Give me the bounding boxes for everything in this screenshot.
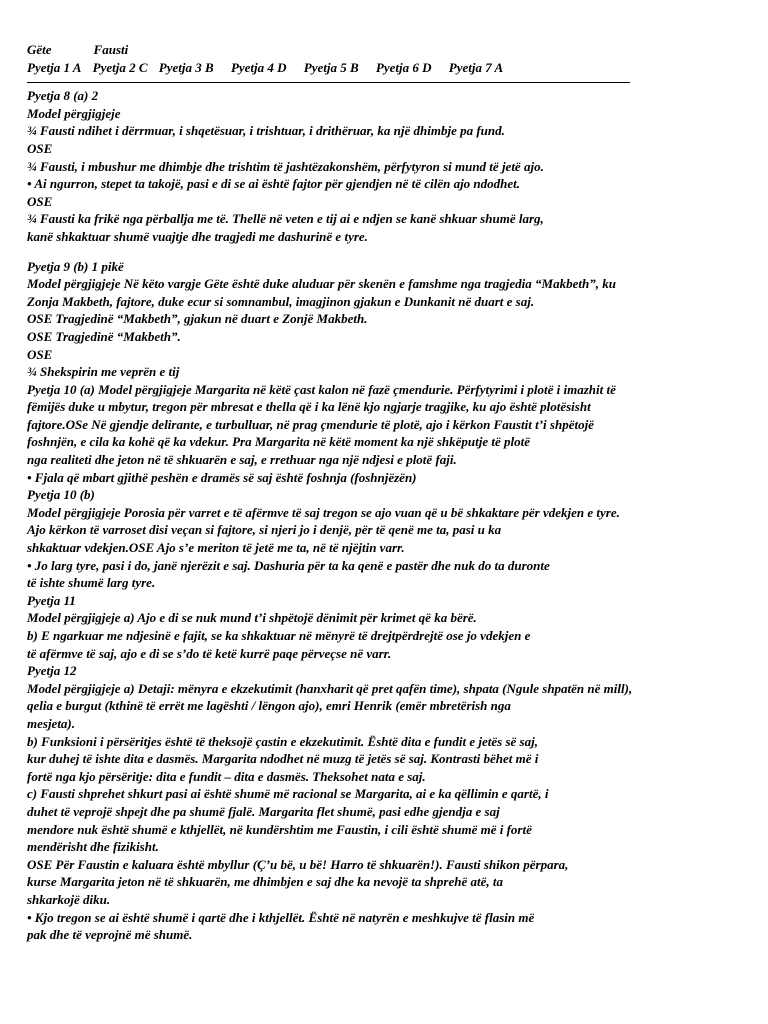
text-line: Ajo kërkon të varroset disi veçan si fajtore, si njeri jo i denjë, për të qenë me ta, pasi u ka [27,522,502,538]
text-line: Pyetja 10 (a) Model përgjigjeje Margarita në këtë çast kalon në fazë çmendurie. Përfytyrimi i plotë i imazhit të [27,381,616,397]
text-line: OSE Për Faustin e kaluara është mbyllur (Ç’u bë, u bë! Harro të shkuarën!). Fausti shikon përpara, [27,856,569,872]
text-line: qelia e burgut (kthinë të errët me lagështi / lëngon ajo), emri Henrik (emër mbretërish nga [27,698,511,714]
work-title: Fausti [93,42,129,57]
text-line: të ishte shumë larg tyre. [27,575,156,591]
text-line: Model përgjigjeje Në këto vargje Gëte është duke aluduar për skenën e famshme nga tragjedia “Makbeth”, ku [27,276,616,292]
text-line: Model përgjigjeje Porosia për varret e të afërmve të saj tregon se ajo vuan që u bë shkaktare për vdekjen e tyre. [27,504,620,520]
text-line: foshnjën, e cila ka kohë që ka vdekur. Pra Margarita në këtë moment ka një shkëputje të plotë [27,434,531,450]
text-line: • Fjala që mbart gjithë peshën e dramës së saj është foshnja (foshnjëzën) [27,469,417,485]
text-line: kanë shkaktuar shumë vuajtje dhe tragjedi me dashurinë e tyre. [27,228,368,244]
text-line: fajtore.OSe Në gjendje delirante, e turbulluar, në prag çmendurie të plotë, ajo i kërkon Faustit t’i shpëtojë [27,416,594,432]
text-line: Model përgjigjeje [27,105,121,121]
text-line: c) Fausti shprehet shkurt pasi ai është shumë më racional se Margarita, ai e ka qëllimin e qartë, i [27,786,549,802]
answer-3: Pyetja 3 B [158,59,214,75]
text-line: Zonja Makbeth, fajtore, duke ecur si somnambul, imagjinon gjakun e Dunkanit në duart e saj. [27,293,535,309]
blank-line [27,246,757,258]
text-line: Pyetja 11 [27,592,76,608]
text-line: Pyetja 10 (b) [27,487,95,503]
text-line: • Ai ngurron, stepet ta takojë, pasi e di se ai është fajtor për gjendjen në të cilën ajo ndodhet. [27,176,521,192]
text-line: ¾ Fausti ka frikë nga përballja me të. Thellë në veten e tij ai e ndjen se kanë shkuar shumë larg, [27,211,544,227]
answer-7: Pyetja 7 A [448,59,504,75]
text-line: kur duhej të ishte dita e dasmës. Margarita ndodhet në muzg të jetës së saj. Kontrasti bëhet më i [27,751,539,767]
text-line: OSE [27,140,53,156]
text-line: ¾ Fausti ndihet i dërrmuar, i shqetësuar, i trishtuar, i drithëruar, ka një dhimbje pa fund. [27,123,505,139]
document-page [27,41,757,944]
answer-key-line [27,59,757,77]
text-line: mesjeta). [27,715,76,731]
text-line: OSE [27,346,53,362]
text-line: Pyetja 9 (b) 1 pikë [27,258,124,274]
answer-text [27,87,757,944]
text-line: fortë nga kjo përsëritje: dita e fundit – dita e dasmës. Theksohet nata e saj. [27,768,426,784]
text-line: ¾ Shekspirin me veprën e tij [27,364,180,380]
text-line: pak dhe të veprojnë më shumë. [27,927,193,943]
text-line: Model përgjigjeje a) Ajo e di se nuk mund t’i shpëtojë dënimit për krimet që ka bërë. [27,610,477,626]
text-line: • Kjo tregon se ai është shumë i qartë dhe i kthjellët. Është në natyrën e meshkujve të flasin më [27,909,535,925]
text-line: ¾ Fausti, i mbushur me dhimbje dhe trishtim të jashtëzakonshëm, përfytyron si mund të jetë ajo. [27,158,544,174]
text-line: OSE Tragjedinë “Makbeth”. [27,328,181,344]
text-line: kurse Margarita jeton në të shkuarën, me dhimbjen e saj dhe ka nevojë ta shprehë atë, ta [27,874,503,890]
text-line: Pyetja 8 (a) 2 [27,88,99,104]
text-line: Model përgjigjeje a) Detaji: mënyra e ekzekutimit (hanxharit që pret qafën time), shpata (Ngule shpatën në mill), [27,680,633,696]
text-line: fëmijës duke u mbytur, tregon për mbresat e thella që i ka lënë kjo ngjarje tragjike, ku ajo është plotësisht [27,399,591,415]
answer-6: Pyetja 6 D [375,59,432,75]
text-line: nga realiteti dhe jeton në të shkuarën e saj, e rrethuar nga një ndjesi e plotë faji. [27,452,457,468]
author-name: Gëte [27,42,52,57]
text-line: b) Funksioni i përsëritjes është të theksojë çastin e ekzekutimit. Është dita e fundit e jetës së saj, [27,733,538,749]
text-line: shkarkojë diku. [27,891,111,907]
text-line: të afërmve të saj, ajo e di se s’do të ketë kurrë paqe përveçse në varr. [27,645,392,661]
answer-1: Pyetja 1 A [27,59,82,75]
text-line: duhet të veprojë shpejt dhe pa shumë fjalë. Margarita flet shumë, pasi edhe gjendja e saj [27,803,500,819]
text-line: b) E ngarkuar me ndjesinë e fajit, se ka shkaktuar në mënyrë të drejtpërdrejtë ose jo vdekjen e [27,628,531,643]
answer-4: Pyetja 4 D [230,59,287,75]
text-line: mendërisht dhe fizikisht. [27,839,159,855]
text-line: Pyetja 12 [27,663,77,679]
text-line: OSE Tragjedinë “Makbeth”, gjakun në duart e Zonjë Makbeth. [27,311,368,327]
header-title-line [27,41,757,59]
text-line: • Jo larg tyre, pasi i do, janë njerëzit e saj. Dashuria për ta ka qenë e pastër dhe nuk do ta duronte [27,557,550,573]
divider-line [27,82,630,83]
text-line: OSE [27,193,53,209]
answer-2: Pyetja 2 C [92,59,148,75]
text-line: mendore nuk është shumë e kthjellët, në kundërshtim me Faustin, i cili është shumë më i fortë [27,821,532,837]
text-line: shkaktuar vdekjen.OSE Ajo s’e meriton të jetë me ta, në të njëjtin varr. [27,540,405,556]
answer-5: Pyetja 5 B [303,59,359,75]
